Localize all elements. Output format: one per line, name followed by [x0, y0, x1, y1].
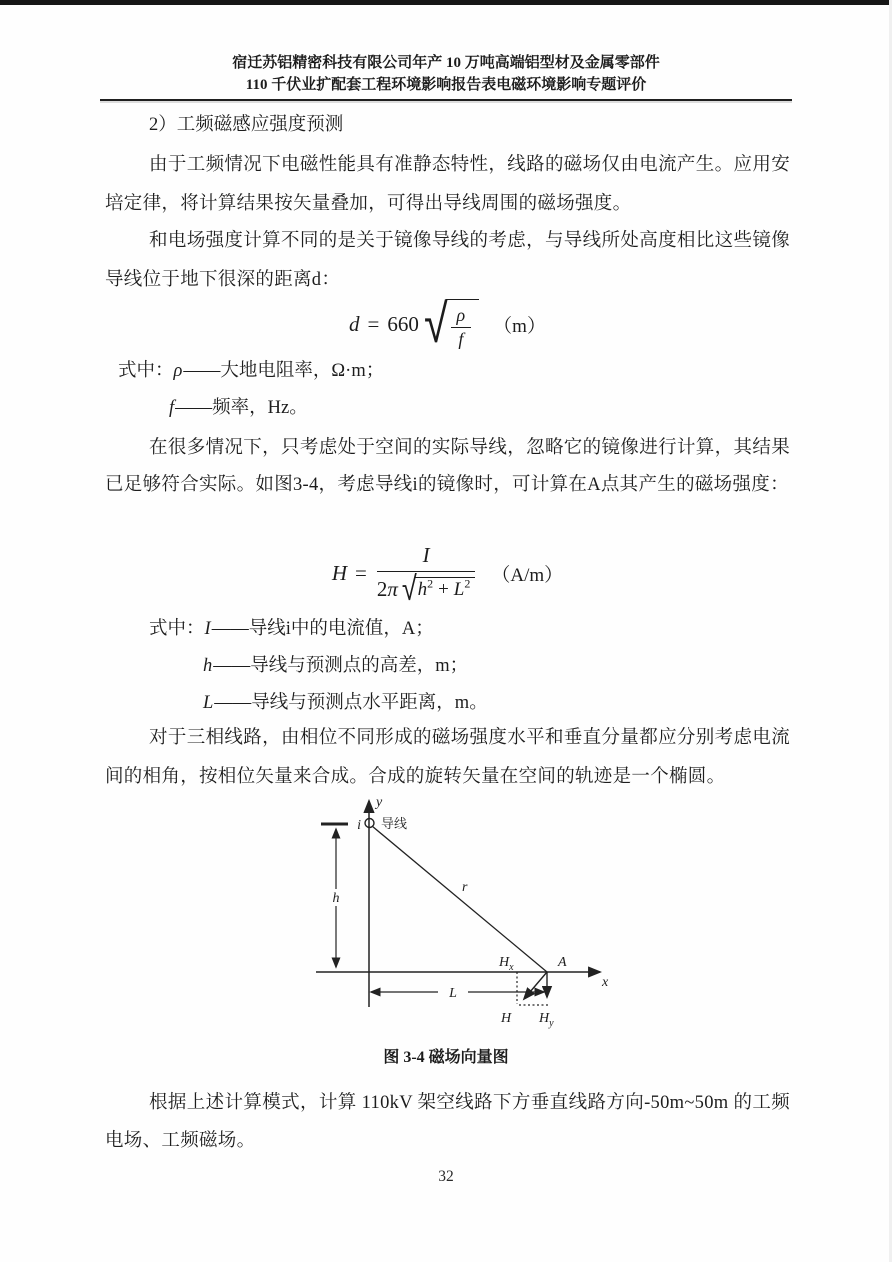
exponent: 2 [464, 576, 471, 591]
radical [400, 569, 475, 609]
plus-sign: + [438, 579, 449, 600]
symbol-L: L [203, 693, 214, 713]
formula-d-note-rho [105, 356, 790, 382]
radical-sign: √ [423, 292, 448, 355]
note-desc: ——导线与预测点水平距离，m。 [214, 693, 488, 713]
fraction-rho-over-f [451, 305, 472, 349]
point-a-label: A [558, 955, 567, 970]
paragraph-5: 根据上述计算模式，计算 110kV 架空线路下方垂直线路方向-50m~50m 的工频电场、工频磁场。 [105, 1093, 790, 1151]
fraction-numerator-I: I [422, 543, 430, 567]
formula-d-note-f [105, 393, 790, 419]
fraction [376, 543, 476, 609]
r-line [372, 826, 547, 972]
formula-h-note-I [105, 614, 790, 640]
equals-sign: = [367, 311, 380, 336]
header-line-1: 宿迁苏铝精密科技有限公司年产 10 万吨高端铝型材及金属零部件 [232, 55, 660, 71]
radicand [415, 577, 476, 601]
equals-sign: = [355, 560, 367, 585]
figure-vector-diagram [296, 792, 632, 1034]
page-number: 32 [438, 1168, 454, 1185]
conductor-label: 导线 [381, 816, 408, 831]
header-line-2: 110 千伏业扩配套工程环境影响报告表电磁环境影响专题评价 [245, 77, 647, 93]
h-resultant-label: H [501, 1011, 512, 1026]
radical-sign: √ [401, 569, 417, 609]
section-heading: 2）工频磁感应强度预测 [149, 115, 344, 135]
formula-d-unit: （m） [493, 315, 546, 337]
document-header [0, 52, 892, 96]
vector-h-resultant [524, 972, 547, 999]
note-desc: ——大地电阻率，Ω·m； [183, 361, 385, 381]
paragraph-2: 和电场强度计算不同的是关于镜像导线的考虑，与导线所处高度相比这些镜像导线位于地下很深的距离d： [105, 231, 790, 290]
formula-h-note-h [105, 651, 790, 677]
exponent: 2 [427, 576, 434, 591]
coefficient-2: 2 [376, 576, 388, 601]
symbol-h: h [417, 579, 428, 600]
formula-depth [105, 292, 790, 356]
fraction-denominator: f [458, 328, 464, 349]
fraction-denominator [376, 569, 476, 609]
formula-magnetic-field [105, 536, 790, 610]
h-label: h [332, 891, 340, 906]
symbol-f: f [169, 398, 175, 418]
x-axis-label: x [602, 975, 609, 990]
note-desc: ——导线i中的电流值，A； [211, 619, 434, 639]
figure-caption: 图 3-4 磁场向量图 [383, 1049, 509, 1066]
note-desc: ——频率，Hz。 [175, 398, 308, 418]
hx-label: $H_x$ [499, 955, 514, 973]
radicand [446, 299, 480, 349]
paragraph-3: 在很多情况下，只考虑处于空间的实际导线，忽略它的镜像进行计算，其结果已足够符合实际。如图3-4，考虑导线i的镜像时，可计算在A点其产生的磁场强度： [105, 438, 790, 495]
conductor-index-label: i [357, 818, 361, 833]
note-label: 式中： [149, 619, 205, 639]
symbol-h: h [203, 656, 213, 676]
formula-h-unit: （A/m） [491, 564, 564, 586]
y-axis-label: y [376, 795, 383, 810]
note-label: 式中： [118, 361, 174, 381]
paragraph-1: 由于工频情况下电磁性能具有准静态特性，线路的磁场仅由电流产生。应用安培定律，将计算结果按矢量叠加，可得出导线周围的磁场强度。 [105, 155, 790, 214]
symbol-I: I [204, 619, 211, 639]
formula-d-coefficient: 660 [387, 311, 419, 336]
formula-d-lhs: d [349, 311, 360, 336]
paragraph-4: 对于三相线路，由相位不同形成的磁场强度水平和垂直分量都应分别考虑电流间的相角，按相位矢量来合成。合成的旋转矢量在空间的轨迹是一个椭圆。 [105, 728, 790, 787]
radical [421, 292, 479, 355]
r-label: r [462, 880, 468, 895]
formula-h-note-L [105, 688, 790, 714]
header-rule [100, 99, 792, 101]
l-label: L [449, 986, 457, 1001]
symbol-L: L [453, 579, 465, 600]
symbol-rho: ρ [173, 361, 183, 381]
hy-label: $H_y$ [539, 1011, 554, 1029]
formula-h-lhs: H [331, 560, 348, 585]
fraction-numerator: ρ [451, 305, 472, 328]
symbol-pi: π [387, 576, 398, 601]
scan-top-edge [0, 0, 892, 5]
note-desc: ——导线与预测点的高差，m； [213, 656, 469, 676]
